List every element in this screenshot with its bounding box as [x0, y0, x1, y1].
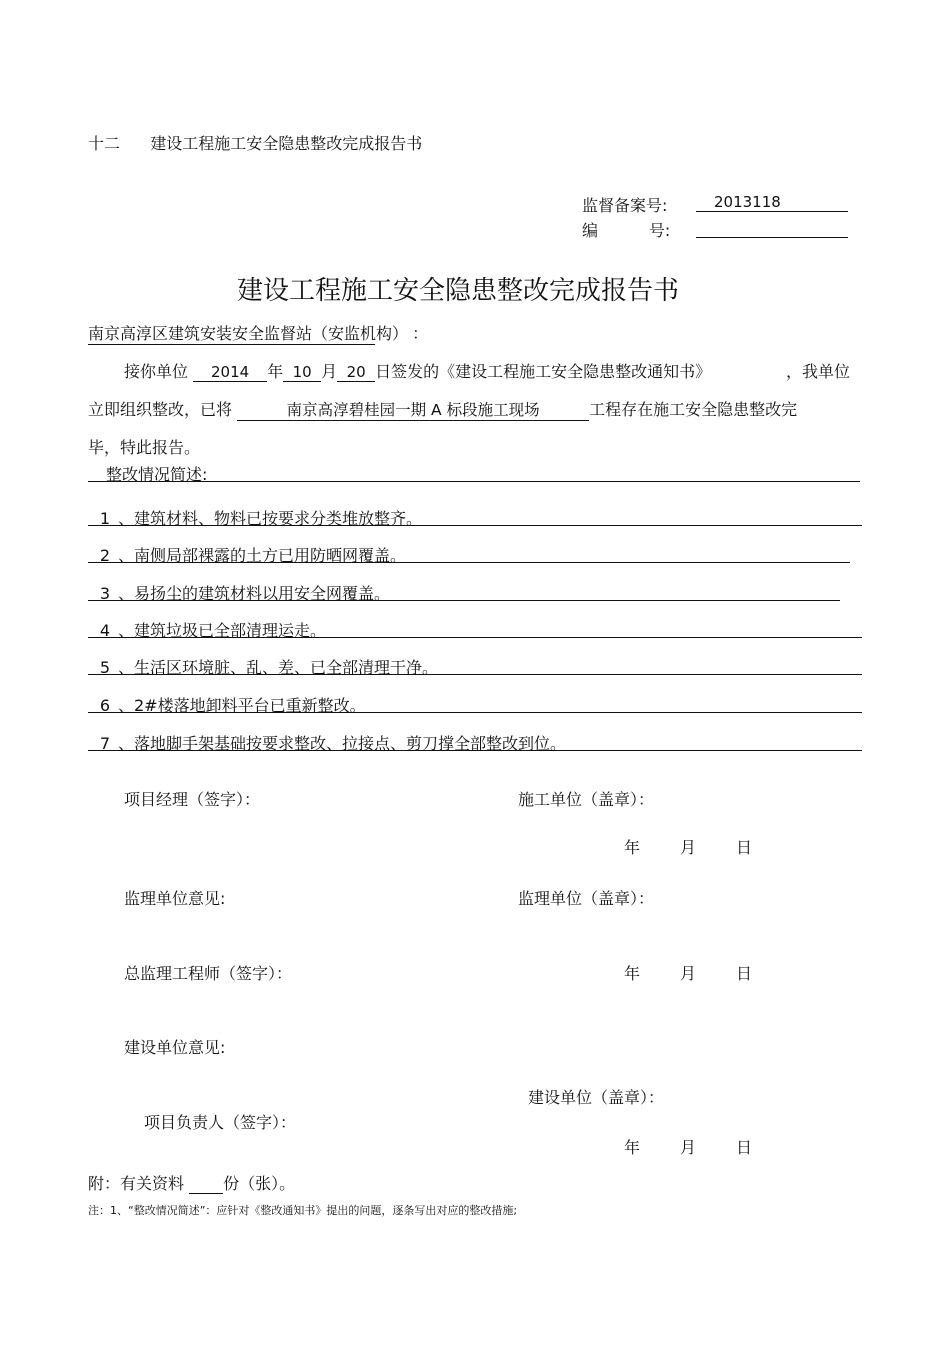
year-label: 年: [267, 362, 284, 381]
attachment-prefix: 附：有关资料: [88, 1174, 185, 1193]
date-row-3: [624, 1135, 752, 1158]
addressee: 南京高淳区建筑安装安全监督站（安监机构）: [88, 321, 375, 345]
text-issued-notice: 日签发的《建设工程施工安全隐患整改通知书》: [375, 362, 712, 381]
item-text: 、建筑垃圾已全部清理运走。: [118, 621, 327, 640]
paragraph-line-3: 毕，特此报告。: [88, 438, 201, 457]
section-title: 建设工程施工安全隐患整改完成报告书: [150, 134, 423, 153]
date-year: 年: [624, 838, 641, 857]
item-underline: [88, 712, 862, 713]
serial-number-row: [582, 218, 670, 241]
item-number: 2: [99, 546, 111, 565]
item-number: 7: [99, 734, 111, 753]
supervisor-opinion-label: 监理单位意见:: [124, 889, 226, 908]
date-month: 月: [680, 1138, 697, 1157]
addressee-colon: ：: [412, 324, 429, 343]
summary-underline: [88, 481, 860, 482]
text-our-unit: ，我单位: [786, 362, 851, 381]
date-row-2: [624, 961, 752, 984]
item-text: 、易扬尘的建筑材料以用安全网覆盖。: [118, 584, 391, 603]
item-underline: [88, 674, 862, 675]
item-underline: [88, 562, 850, 563]
date-month: 月: [680, 838, 697, 857]
chief-supervisor-label: 总监理工程师（签字）：: [124, 964, 293, 983]
date-day: 日: [736, 964, 753, 983]
summary-label: 整改情况简述:: [106, 465, 208, 484]
date-row-1: [624, 835, 752, 858]
item-number: 6: [99, 696, 111, 715]
addressee-row: [88, 321, 460, 345]
attachment-row: [88, 1171, 295, 1194]
project-field: 南京高淳碧桂园一期 A 标段施工现场: [237, 398, 589, 421]
date-year: 年: [624, 964, 641, 983]
item-number: 4: [99, 621, 111, 640]
record-number-row: [582, 193, 667, 216]
section-heading: [88, 131, 422, 154]
owner-pm-label: 项目负责人（签字）：: [144, 1113, 297, 1132]
item-text: 、落地脚手架基础按要求整改、拉接点、剪刀撑全部整改到位。: [118, 734, 567, 753]
date-month: 月: [680, 964, 697, 983]
text-received: 接你单位: [124, 362, 189, 381]
document-title: 建设工程施工安全隐患整改完成报告书: [236, 276, 679, 306]
month-field: 10: [283, 363, 321, 382]
owner-opinion-label: 建设单位意见:: [124, 1038, 226, 1057]
serial-number-field: [696, 218, 848, 238]
project-manager-label: 项目经理（签字）：: [124, 790, 261, 809]
day-field: 20: [337, 363, 375, 382]
item-underline: [88, 750, 862, 751]
serial-number-label: 编 号:: [582, 221, 671, 240]
item-text: 、建筑材料、物料已按要求分类堆放整齐。: [118, 509, 423, 528]
supervisor-stamp-label: 监理单位（盖章）：: [518, 889, 655, 908]
paragraph-line-1-end: [786, 359, 850, 382]
paragraph-line-1: [124, 359, 711, 382]
text-organized: 立即组织整改，已将: [88, 400, 233, 419]
date-year: 年: [624, 1138, 641, 1157]
item-number: 5: [99, 658, 111, 677]
record-number-label: 监督备案号:: [582, 196, 668, 215]
year-field: 2014: [193, 363, 267, 382]
date-day: 日: [736, 1138, 753, 1157]
record-number-value: 2013118: [714, 193, 781, 211]
item-number: 1: [99, 509, 111, 528]
footnote: 注：1、“整改情况简述”：应针对《整改通知书》提出的问题，逐条写出对应的整改措施;: [88, 1204, 518, 1217]
paragraph-line-2: [88, 397, 797, 421]
month-label: 月: [321, 362, 338, 381]
item-text: 、2#楼落地卸料平台已重新整改。: [118, 696, 366, 715]
record-number-field: [696, 193, 848, 212]
item-number: 3: [99, 584, 111, 603]
item-underline: [88, 525, 862, 526]
item-text: 、南侧局部裸露的土方已用防晒网覆盖。: [118, 546, 407, 565]
item-underline: [88, 600, 840, 601]
owner-stamp-label: 建设单位（盖章）：: [528, 1088, 665, 1107]
item-text: 、生活区环境脏、乱、差、已全部清理干净。: [118, 658, 439, 677]
text-hazard-complete: 工程存在施工安全隐患整改完: [589, 400, 798, 419]
item-underline: [88, 637, 862, 638]
attachment-suffix: 份（张）。: [223, 1174, 296, 1193]
date-day: 日: [736, 838, 753, 857]
contractor-stamp-label: 施工单位（盖章）：: [518, 790, 655, 809]
section-number: 十二: [88, 134, 121, 153]
attachment-count-field: [189, 1175, 223, 1194]
